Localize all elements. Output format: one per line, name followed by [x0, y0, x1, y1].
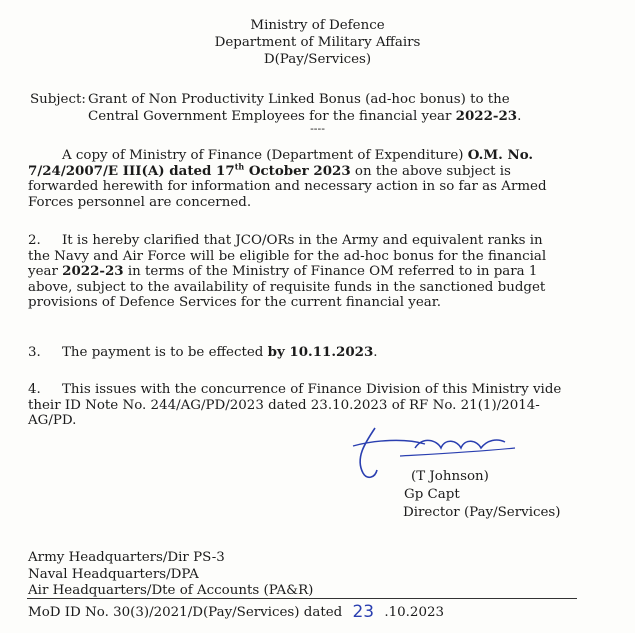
paragraph-4: 4. This issues with the concurrence of Finance Division of this Ministry vide their ID Note No. 244/AG/PD/2023 dated 23.10.2023 of RF No. 21(1)/2014- AG/PD. [28, 382, 562, 429]
header-ministry: Ministry of Defence [250, 18, 385, 33]
handwritten-date: 23 [352, 602, 375, 622]
header-department: Department of Military Affairs [214, 35, 421, 50]
footer-reference: MoD ID No. 30(3)/2021/D(Pay/Services) dated 23 .10.2023 [28, 602, 445, 622]
distribution-air: Air Headquarters/Dte of Accounts (PA&R) [28, 583, 314, 598]
subject-label: Subject: [30, 92, 86, 107]
paragraph-1: A copy of Ministry of Finance (Department of Expenditure) O.M. No. 7/24/2007/E III(A) dated 17th October 2023 on the above subject is forwarded herewith for information and necessary action in so far as Armed Forces personnel are concerned. [28, 147, 547, 210]
header-section: D(Pay/Services) [263, 52, 372, 67]
footer-divider [27, 598, 577, 599]
subject-line-1: Grant of Non Productivity Linked Bonus (ad-hoc bonus) to the [88, 92, 510, 107]
paragraph-3: 3. The payment is to be effected by 10.11.2023. [28, 344, 378, 360]
paragraph-2: 2. It is hereby clarified that JCO/ORs in the Army and equivalent ranks in the Navy and Air Force will be eligible for the ad-hoc bonus for the financial year 2022-23 in terms of the Ministry of Finance OM referred to in para 1 above, subject to the availability of requisite funds in the sanctioned budget provisions of Defence Services for the current financial year. [28, 233, 547, 311]
signatory-rank: Gp Capt [404, 487, 460, 502]
distribution-army: Army Headquarters/Dir PS-3 [28, 550, 225, 565]
signatory-designation: Director (Pay/Services) [403, 505, 561, 520]
subject-line-2: Central Government Employees for the financial year 2022-23. [88, 108, 522, 124]
subject-separator: ---- [310, 122, 325, 135]
signatory-name: (T Johnson) [411, 469, 489, 484]
distribution-navy: Naval Headquarters/DPA [28, 567, 199, 582]
